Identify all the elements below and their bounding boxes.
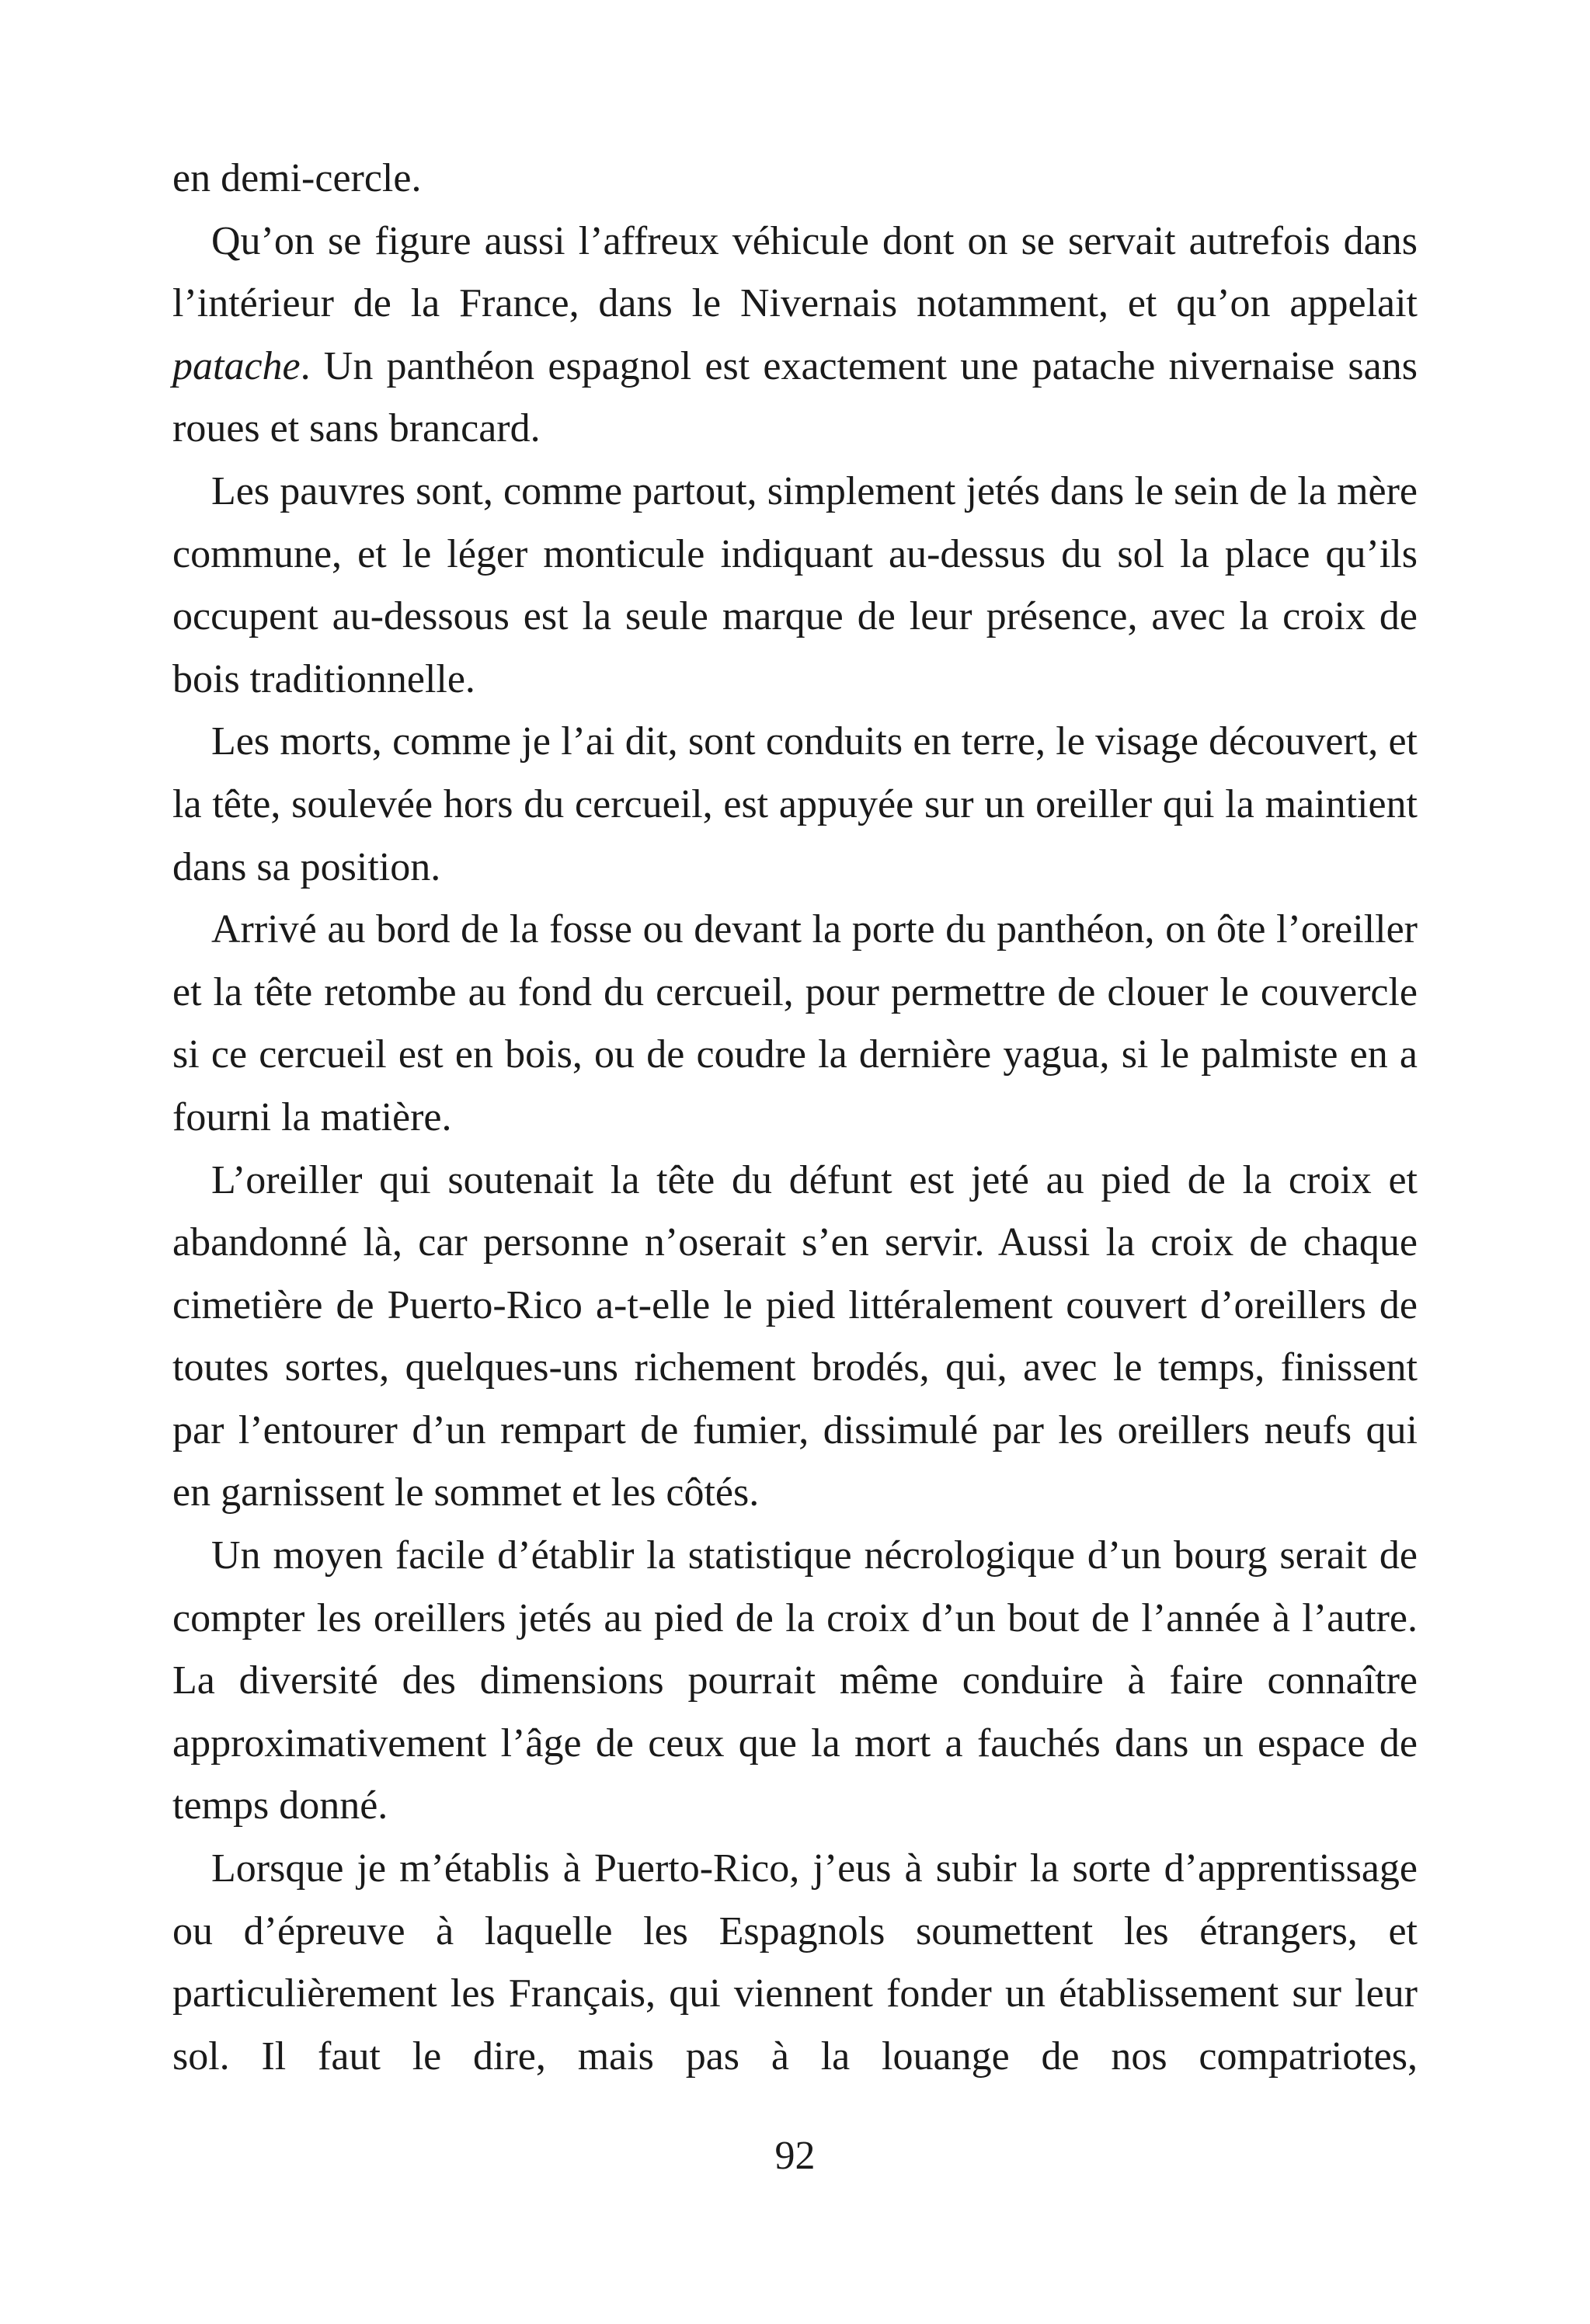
paragraph-oreiller: L’oreiller qui soutenait la tête du défunt est jeté au pied de la croix et abandonné là, car personne n’oserait s’en servir. Aussi la croix de chaque cimetière de Puerto-Rico a-t-elle le pied littéralement couvert d’oreillers de toutes sortes, quelques-uns richement brodés, qui, avec le temps, finissent par l’entourer d’un rempart de fumier, dissimulé par les oreillers neufs qui en garnissent le sommet et les côtés. [172, 1157, 1418, 1515]
page-number: 92 [774, 2134, 816, 2178]
italic-word-patache: patache [172, 343, 301, 388]
paragraph-patache [172, 210, 1418, 461]
paragraph-pauvres: Les pauvres sont, comme partout, simplement jetés dans le sein de la mère commune, et le léger monticule indiquant au-dessus du sol la place qu’ils occupent au-dessous est la seule marque de leur présence, avec la croix de bois traditionnelle. [172, 468, 1418, 701]
body-text [172, 148, 1418, 2088]
paragraph-morts: Les morts, comme je l’ai dit, sont conduits en terre, le visage découvert, et la tête, soulevée hors du cercueil, est appuyée sur un oreiller qui la maintient dans sa position. [172, 719, 1418, 889]
paragraph-lorsque: Lorsque je m’établis à Puerto-Rico, j’eus à subir la sorte d’apprentissage ou d’épreuve à laquelle les Espagnols soumettent les étrangers, et particulièrement les Français, qui viennent fonder un établissement sur leur sol. Il faut le dire, mais pas à la louange de nos compatriotes, [172, 1846, 1418, 2079]
paragraph-statistique: Un moyen facile d’établir la statistique nécrologique d’un bourg serait de compter les oreillers jetés au pied de la croix d’un bout de l’année à l’autre. La diversité des dimensions pourrait même conduire à faire connaître approximativement l’âge de ceux que la mort a fauchés dans un espace de temps donné. [172, 1533, 1418, 1828]
paragraph-patache-start: Qu’on se figure aussi l’affreux véhicule dont on se servait autrefois dans l’intérieur de la France, dans le Nivernais notamment, et qu’on appelait [172, 218, 1418, 326]
paragraph-arrive: Arrivé au bord de la fosse ou devant la porte du panthéon, on ôte l’oreiller et la tête retombe au fond du cercueil, pour permettre de clouer le couvercle si ce cercueil est en bois, ou de coudre la dernière yagua, si le palmiste en a fourni la matière. [172, 907, 1418, 1139]
paragraph-patache-end: . Un panthéon espagnol est exactement une patache nivernaise sans roues et sans brancard. [172, 343, 1418, 451]
paragraph-continuation: en demi-cercle. [172, 156, 422, 200]
